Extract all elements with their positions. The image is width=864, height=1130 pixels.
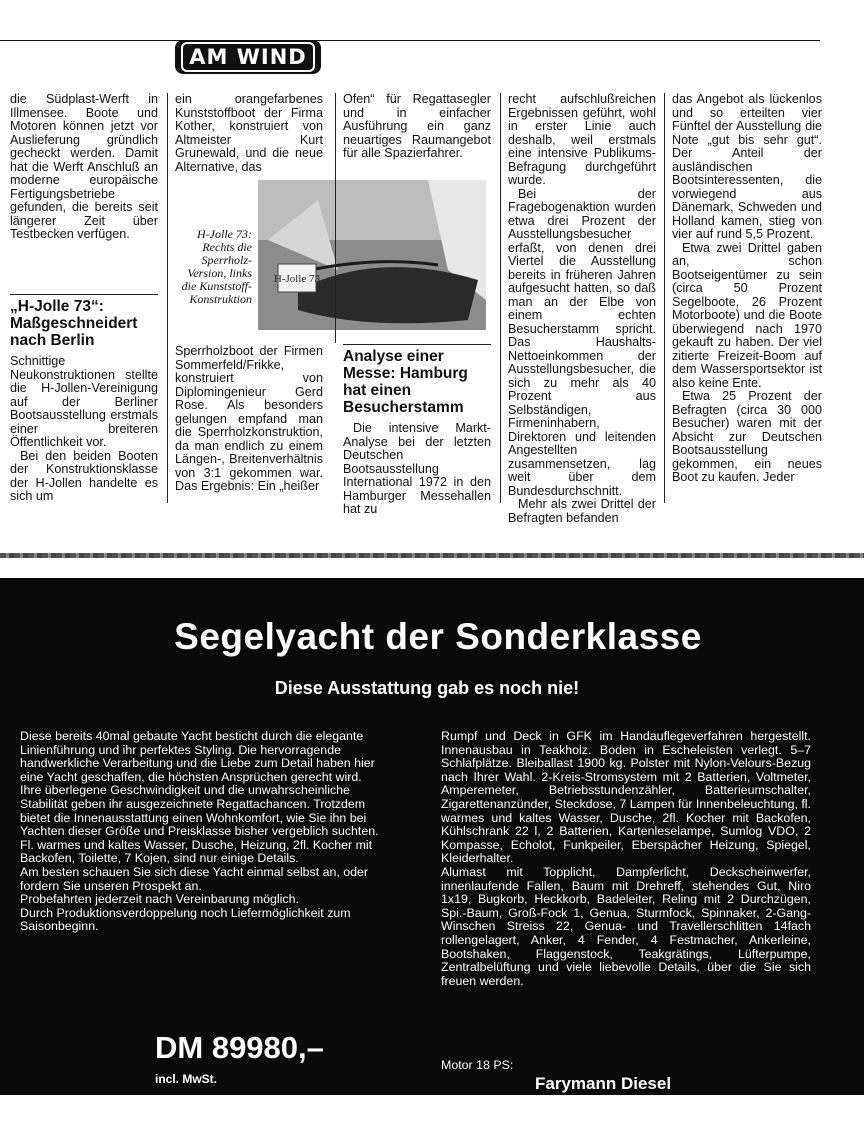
- article-column-4: [508, 93, 656, 525]
- paragraph: das Angebot als lückenlos und so erteilten vier Fünftel der Ausstellung die Note „gut bis sehr gut“. Der Anteil der ausländischen Bootsinteressenten, die vorwiegend aus Dänemark, Schweden und Holland kamen, stieg von vier auf rund 5,5 Prozent.: [672, 92, 822, 241]
- photo-sign-text: H-Jolle 73: [273, 273, 321, 285]
- paragraph: Sperrholzboot der Firmen Sommerfeld/Frikke, konstruiert von Diplomingenieur Gerd Rose. Als besonders gelungen empfand man die Sperrholzkonstruktion, da man endlich zu einem Längen-, Breitenverhältnis von 3:1 gekommen war. Das Ergebnis: Ein „heißer: [175, 344, 323, 493]
- article-column-5: [672, 93, 822, 485]
- ad-motor: Motor 18 PS:: [441, 1058, 514, 1072]
- section-logo: [175, 40, 321, 74]
- article-column-1-continued: [10, 355, 158, 504]
- column-rule: [10, 294, 158, 295]
- ad-paragraph: Am besten schauen Sie sich diese Yacht einmal selbst an, oder fordern Sie unseren Prospekt an.: [20, 864, 369, 893]
- ad-paragraph: Probefahrten jederzeit nach Vereinbarung möglich.: [20, 892, 299, 907]
- boat-photo-image: [258, 180, 486, 330]
- ad-subtitle: Diese Ausstattung gab es noch nie!: [274, 678, 580, 698]
- paragraph: Bei den beiden Booten der Konstruktionsklasse der H-Jollen handelte es sich um: [10, 448, 158, 503]
- paragraph: Mehr als zwei Drittel der Befragten befanden: [508, 497, 656, 525]
- ad-paragraph: Diese bereits 40mal gebaute Yacht besticht durch die elegante Linienführung und ihr perfektes Styling. Die hervorragende handwerkliche Verarbeitung und die Liebe zum Detail haben hier eine Yacht geschaffen, die höchsten Ansprüchen gerecht wird.: [20, 729, 375, 784]
- ad-price-note: incl. MwSt.: [155, 1072, 218, 1086]
- ad-description: [20, 730, 390, 934]
- ad-title: Segelyacht der Sonderklasse: [174, 616, 702, 657]
- column-divider: [500, 93, 501, 503]
- ad-specifications: [441, 730, 811, 988]
- headline-h-jolle: „H-Jolle 73“: Maßgeschneidert nach Berlin: [10, 298, 138, 349]
- paragraph: Etwa zwei Drittel gaben an, schon Bootseigentümer zu sein (circa 50 Prozent Segelboote, 26 Prozent Motorboote) und die Boote überwiegend nach 1970 gekauft zu haben. Der viel zitierte Freizeit-Boom auf dem Wassersportsektor ist also keine Ente.: [672, 240, 822, 390]
- paragraph: die Südplast-Werft in Illmensee. Boote und Motoren können jetzt vor Auslieferung gründlich gecheckt werden. Damit hat die Werft Anschluß an moderne europäische Fertigungsbetriebe gefunden, die bereits seit längerer Zeit über Testbecken verfügen.: [10, 92, 158, 241]
- ad-price: DM 89980,–: [155, 1030, 324, 1065]
- paragraph: Etwa 25 Prozent der Befragten (circa 30 000 Besucher) waren mit der Absicht zur Deutschen Bootsausstellung gekommen, ein neues Boot zu kaufen. Jeder: [672, 389, 822, 484]
- paragraph: Ofen“ für Regattasegler und in einfacher Ausführung ein ganz neuartiges Raumangebot für alle Spazierfahrer.: [343, 92, 491, 160]
- ad-engine: Farymann Diesel: [535, 1074, 672, 1093]
- ad-paragraph: Durch Produktionsverdoppelung noch Liefermöglichkeit zum Saisonbeginn.: [20, 905, 351, 934]
- section-logo-text: AM WIND: [181, 42, 314, 72]
- ad-paragraph: Ihre überlegene Geschwindigkeit und die unwahrscheinliche Stabilität geben ihr ausgezeichnete Regattachancen. Trotzdem bietet die Innenausstattung einen Wohnkomfort, wie Sie ihn bei Yachten dieser Größe und Preisklasse bisher vergeblich suchten. Fl. warmes und kaltes Wasser, Dusche, Heizung, 2fl. Kocher mit Backofen, Toilette, 7 Kojen, sind nur einige Details.: [20, 783, 379, 866]
- article-column-2: [175, 93, 323, 174]
- article-column-3: [343, 93, 491, 161]
- paragraph: ein orangefarbenes Kunststoffboot der Firma Kother, konstruiert von Altmeister Kurt Grunewald, und die neue Alternative, das: [175, 92, 323, 174]
- article-column-1: [10, 93, 158, 242]
- paragraph: recht aufschlußreichen Ergebnissen geführt, wohl in erster Linie auch deshalb, weil erstmals eine intensive Publikums-Befragung durchgeführt wurde.: [508, 92, 656, 187]
- headline-analyse: Analyse einer Messe: Hamburg hat einen Besucherstamm: [343, 348, 468, 416]
- article-column-3-continued: [343, 422, 491, 517]
- yacht-advertisement: [0, 578, 864, 1095]
- paragraph: Bei der Fragebogenaktion wurden etwa drei Prozent der Ausstellungsbesucher erfaßt, von denen drei Viertel die Ausstellung bereits in früheren Jahren aufgesucht hatten, so daß man an der Elbe von einem echten Besucherstamm spricht. Das Haushalts-Nettoeinkommen der Ausstellungsbesucher, die sich zu mehr als 40 Prozent aus Selbständigen, Firmeninhabern, Direktoren und leitenden Angestellten zusammensetzen, lag weit über dem Bundesdurchschnitt.: [508, 186, 656, 498]
- column-rule: [343, 344, 491, 345]
- header-rule: [0, 40, 820, 41]
- column-divider: [167, 93, 168, 503]
- column-divider: [335, 93, 336, 343]
- ad-paragraph: Rumpf und Deck in GFK im Handauflegeverfahren hergestellt. Innenausbau in Teakholz. Boden in Escheleisten verlegt. 5–7 Schlafplätze. Bleiballast 1900 kg. Polster mit Nylon-Velours-Bezug nach Ihrer Wahl. 2-Kreis-Stromsystem mit 2 Batterien, Voltmeter, Amperemeter, Betriebsstundenzähler, Batterieumschalter, Zigarettenanzünder, Steckdose, 7 Lampen für Innenbeleuchtung, fl. warmes und kaltes Wasser, Dusche, 2fl. Kocher mit Backofen, Kühlschrank 22 l, 2 Batterien, Kartenleselampe, Sumlog VDO, 2 Kompasse, Echolot, Funkpeiler, Eberspächer Heizung, Spiegel, Kleiderhalter.: [441, 729, 811, 866]
- column-divider: [664, 93, 665, 503]
- boat-photo: [258, 180, 486, 330]
- article-column-2-continued: [175, 345, 323, 494]
- photo-caption: H-Jolle 73: Rechts die Sperrholz-Version, links die Kunststoff-Konstruktion: [181, 227, 252, 306]
- paragraph: Die intensive Markt-Analyse bei der letzten Deutschen Bootsausstellung International 1972 in den Hamburger Messehallen hat zu: [343, 421, 491, 516]
- paragraph: Schnittige Neukonstruktionen stellte die H-Jollen-Vereinigung auf der Berliner Bootsausstellung erstmals einer breiteren Öffentlichkeit vor.: [10, 354, 158, 449]
- ad-paragraph: Alumast mit Topplicht, Dampferlicht, Deckscheinwerfer, innenlaufende Fallen, Baum mit Drehreff, stehendes Gut, Niro 1x19, Bugkorb, Heckkorb, Badeleiter, Reling mit 2 Durchzügen, Spi.-Baum, Groß-Fock 1, Genua, Sturmfock, Spinnaker, 2-Gang-Winschen Streiss 22, Genua- und Travellerschlitten 14fach rollengelagert, Anker, 4 Fender, 4 Festmacher, Ankerleine, Bootshaken, Flaggenstock, Teakgrätings, Lüfterpumpe, Zentralbelüftung und viele liebevolle Details, über die Sie sich freuen werden.: [441, 864, 811, 988]
- page-divider-strip: [0, 553, 864, 558]
